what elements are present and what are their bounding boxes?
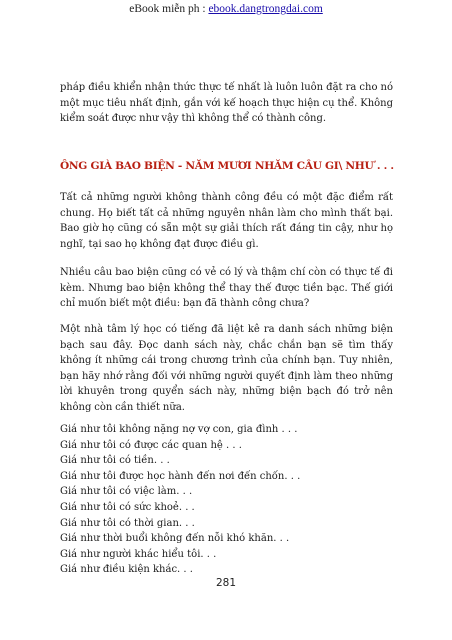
section-heading: ÔNG GIÀ BAO BIỆN - NĂM MƯƠI NHĂM CÂU GI\ NHƯ . . . bbox=[60, 160, 394, 172]
page-number: 281 bbox=[215, 577, 237, 589]
page-header bbox=[0, 3, 452, 15]
list-item: Giá như tôi không nặng nợ vợ con, gia đình . . . bbox=[60, 424, 298, 435]
section-heading-wrapper bbox=[60, 160, 393, 172]
paragraph-block-3 bbox=[60, 322, 393, 416]
paragraph-block-2 bbox=[60, 265, 393, 312]
paragraph-intro: pháp điều khiển nhận thức thực tế nhất là luôn luôn đặt ra cho nó một mục tiêu nhất định, gắn với kế hoạch thực hiện cụ thể. Không kiểm soát được như vậy thì không thể có thành công. bbox=[60, 82, 393, 125]
list-item: Giá như tôi có thời gian. . . bbox=[60, 517, 195, 529]
paragraph-2: Nhiều câu bao biện cũng có vẻ có lý và thậm chí còn có thực tế đi kèm. Nhưng bao biện không thể thay thế được tiền bạc. Thế giới chỉ muốn biết một điều: bạn đã thành công chưa? bbox=[60, 267, 393, 310]
excuse-list bbox=[60, 422, 393, 578]
list-item: Giá như thời buổi không đến nỗi khó khăn. . . bbox=[60, 533, 290, 545]
list-item: Giá như tôi được học hành đến nơi đến chốn. . . bbox=[60, 470, 301, 482]
list-item: Giá như tôi có được các quan hệ . . . bbox=[60, 439, 242, 451]
list-item: Giá như tôi có việc làm. . . bbox=[60, 486, 193, 498]
header-link[interactable]: ebook.dangtrongdai.com bbox=[208, 3, 323, 15]
header-prefix: eBook miễn ph : bbox=[129, 3, 209, 15]
list-item: Giá như điều kiện khác. . . bbox=[60, 564, 193, 576]
page-content bbox=[60, 80, 393, 127]
paragraph-3: Một nhà tâm lý học có tiếng đã liệt kê ra danh sách những biện bạch sau đây. Đọc danh sách này, chắc chắn bạn sẽ tìm thấy không ít những cái trong chương trình của chính bạn. Tuy nhiên, bạn hãy nhớ rằng đối với những người quyết định làm theo những lời khuyên trong quyển sách này, những biện bạch đó trở nên không còn cần thiết nữa. bbox=[60, 324, 393, 413]
list-item: Giá như tôi có sức khoẻ. . . bbox=[60, 501, 195, 513]
list-item: Giá như người khác hiểu tôi. . . bbox=[60, 548, 217, 560]
paragraph-block-1 bbox=[60, 190, 393, 252]
paragraph-1: Tất cả những người không thành công đều có một đặc điểm rất chung. Họ biết tất cả những nguyên nhân làm cho mình thất bại. Bao giờ họ cũng có sẵn một sự giải thích rất đáng tin cậy, như họ nghĩ, tại sao họ không đạt được điều gì. bbox=[60, 192, 393, 250]
list-item: Giá như tôi có tiền. . . bbox=[60, 455, 170, 467]
excuse-list-block bbox=[60, 422, 393, 578]
